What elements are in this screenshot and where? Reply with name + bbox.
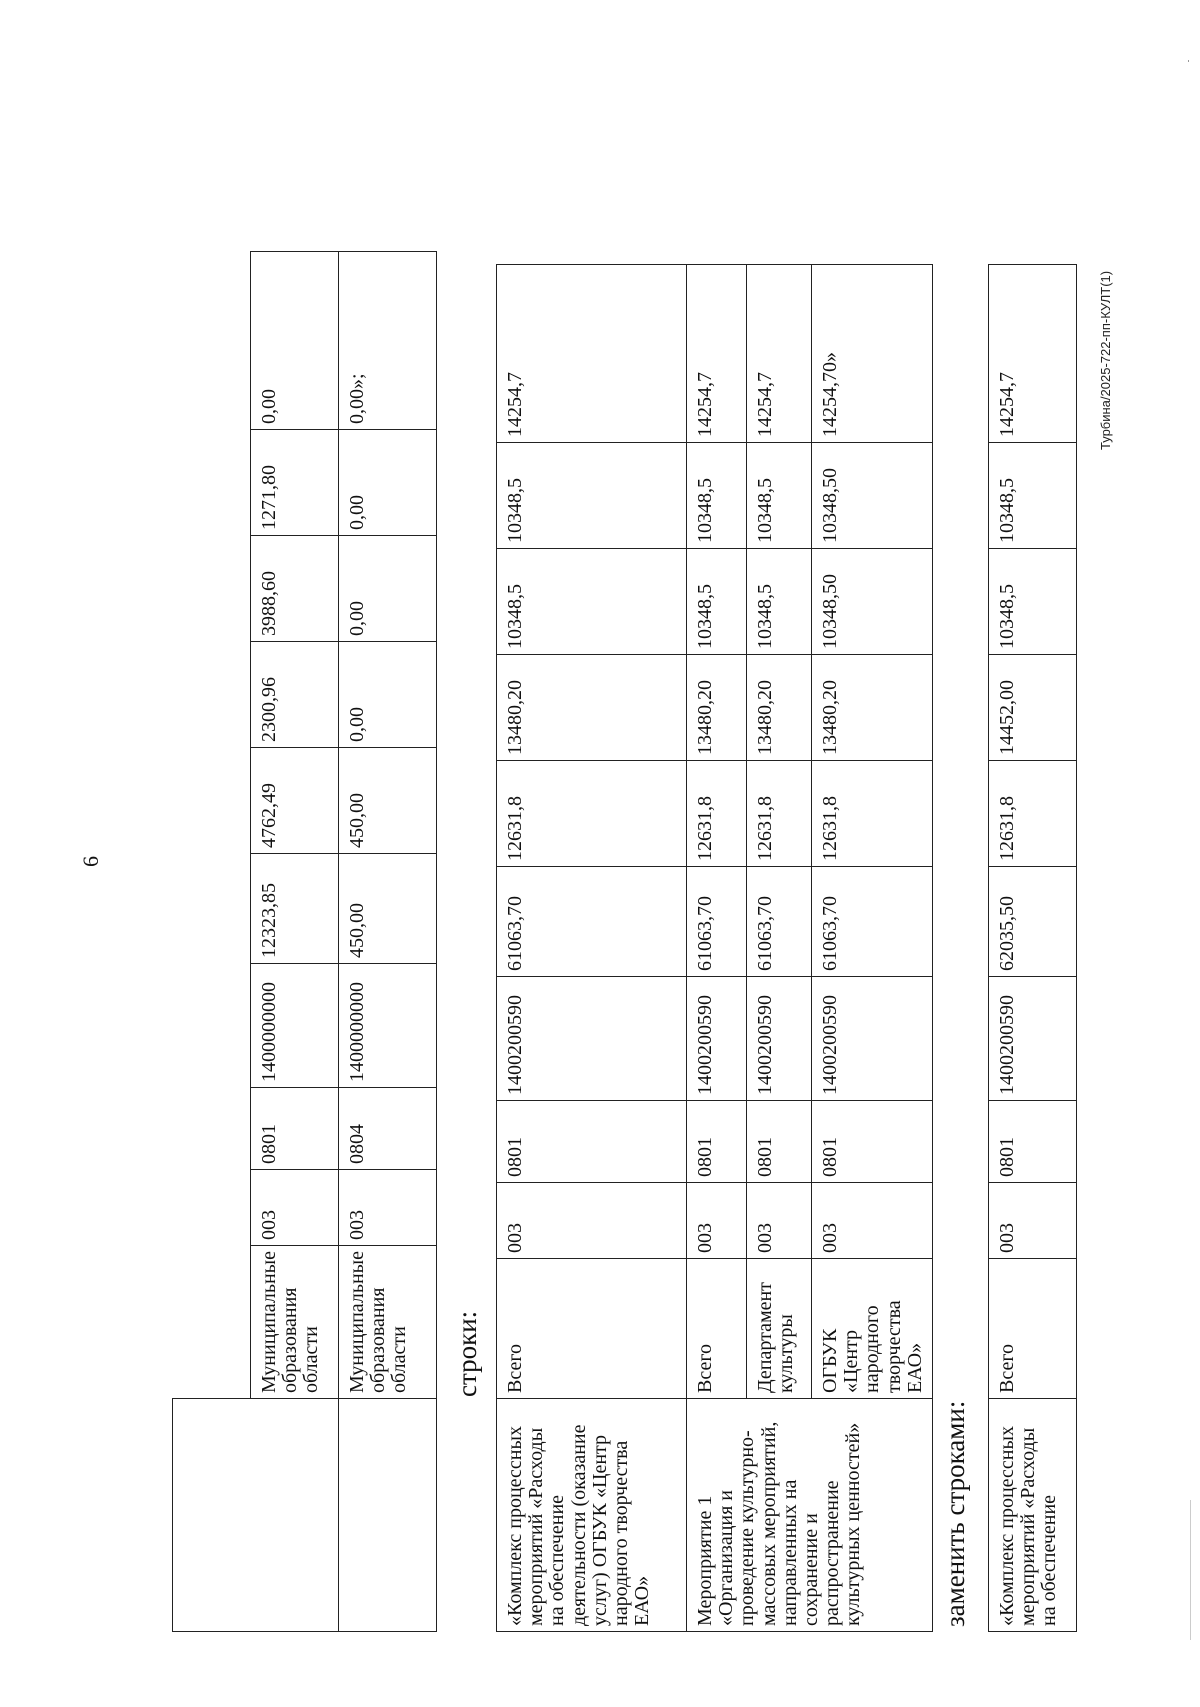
table-cell: 0801 <box>687 1101 747 1183</box>
table-cell: 003 <box>812 1183 933 1259</box>
table-cell: 13480,20 <box>687 655 747 761</box>
scan-artifact <box>1188 60 1189 62</box>
table-cell: 12323,85 <box>251 854 339 964</box>
table-cell: 1400200590 <box>812 977 933 1101</box>
table-cell: 4762,49 <box>251 748 339 854</box>
table-cell: 10348,50 <box>812 443 933 549</box>
table-cell: 0,00 <box>339 642 437 748</box>
table-cell: 12631,8 <box>812 761 933 867</box>
table-cell: 0804 <box>339 1088 437 1170</box>
table-cell: 003 <box>339 1170 437 1246</box>
table-cell: 10348,5 <box>989 549 1077 655</box>
table-cell: 1271,80 <box>251 430 339 536</box>
table-cell: 0,00 <box>251 252 339 430</box>
table-row <box>339 252 437 1632</box>
table-cell: Мероприятие 1 «Организация и проведение культурно-массовых мероприятий, направленных на сохранение и распространение культурных ценностей» <box>687 1399 933 1632</box>
table-cell: 14254,7 <box>747 265 812 443</box>
page-number: 6 <box>78 856 103 867</box>
table-cell: 12631,8 <box>747 761 812 867</box>
table-cell: 003 <box>251 1170 339 1246</box>
table-cell: 450,00 <box>339 748 437 854</box>
table-cell: 10348,5 <box>687 443 747 549</box>
table-cell: Муниципальные образования области <box>339 1246 437 1399</box>
table-cell: ОГБУК «Центр народного творчества ЕАО» <box>812 1259 933 1399</box>
table-cell: 1400200590 <box>497 977 687 1101</box>
lines-label: строки: <box>452 1310 482 1397</box>
table-cell: 1400200590 <box>747 977 812 1101</box>
table-cell: 14254,7 <box>687 265 747 443</box>
table-cell: 10348,5 <box>687 549 747 655</box>
table-cell: Муниципальные образования области <box>251 1246 339 1399</box>
table-cell: 10348,5 <box>497 443 687 549</box>
table-cell: 13480,20 <box>812 655 933 761</box>
table-cell: 13480,20 <box>497 655 687 761</box>
table-cell <box>173 1399 339 1632</box>
table-cell: 003 <box>747 1183 812 1259</box>
table-cell: 1400000000 <box>251 964 339 1088</box>
replace-with-label: заменить строками: <box>940 1400 970 1627</box>
table-cell: 0,00 <box>339 536 437 642</box>
table-cell: 0801 <box>812 1101 933 1183</box>
table-cell: 14254,7 <box>497 265 687 443</box>
document-code: Турбина/2025-722-пп-КУЛТ(1) <box>1098 270 1113 450</box>
table-cell: «Комплекс процессных мероприятий «Расходы на обеспечение <box>989 1399 1077 1632</box>
table-row <box>687 265 747 1632</box>
table-cell: 450,00 <box>339 854 437 964</box>
table-cell: 62035,50 <box>989 867 1077 977</box>
table-cell: 003 <box>687 1183 747 1259</box>
table-cell: 003 <box>989 1183 1077 1259</box>
table-cell: 14452,00 <box>989 655 1077 761</box>
table-cell: 61063,70 <box>497 867 687 977</box>
table-cell: 1400200590 <box>687 977 747 1101</box>
table-row <box>173 252 251 1632</box>
table-cell: 10348,50 <box>812 549 933 655</box>
table-cell: Всего <box>497 1259 687 1399</box>
table-cell: 12631,8 <box>497 761 687 867</box>
table-cell: 14254,7 <box>989 265 1077 443</box>
table-cell: 2300,96 <box>251 642 339 748</box>
table-cell: 13480,20 <box>747 655 812 761</box>
table-cell: 61063,70 <box>687 867 747 977</box>
table-cell: Департамент культуры <box>747 1259 812 1399</box>
table-cell: 10348,5 <box>747 549 812 655</box>
table-row <box>497 265 687 1632</box>
table-cell: 12631,8 <box>989 761 1077 867</box>
table-cell: 0801 <box>747 1101 812 1183</box>
table-cell: 0,00 <box>339 430 437 536</box>
table-cell: 0801 <box>251 1088 339 1170</box>
table-cell: 10348,5 <box>989 443 1077 549</box>
table-cell: 3988,60 <box>251 536 339 642</box>
table-old-rows <box>496 264 933 1632</box>
table-cell: 61063,70 <box>812 867 933 977</box>
table-cell: 12631,8 <box>687 761 747 867</box>
table-cell: 14254,70» <box>812 265 933 443</box>
table-cell: 61063,70 <box>747 867 812 977</box>
table-cell: 0801 <box>497 1101 687 1183</box>
table-cell: 1400200590 <box>989 977 1077 1101</box>
table-cell: 0801 <box>989 1101 1077 1183</box>
table-cell: 003 <box>497 1183 687 1259</box>
scan-artifact <box>1190 1500 1191 1640</box>
table-continued <box>172 251 437 1632</box>
table-new-rows <box>988 264 1077 1632</box>
table-cell: Всего <box>687 1259 747 1399</box>
table-cell: 0,00»; <box>339 252 437 430</box>
table-cell: «Комплекс процессных мероприятий «Расходы на обеспечение деятельности (оказание услуг) ОГБУК «Центр народного творчества ЕАО» <box>497 1399 687 1632</box>
table-row <box>989 265 1077 1632</box>
table-cell: 10348,5 <box>747 443 812 549</box>
table-cell: 10348,5 <box>497 549 687 655</box>
table-cell: 1400000000 <box>339 964 437 1088</box>
table-cell: Всего <box>989 1259 1077 1399</box>
